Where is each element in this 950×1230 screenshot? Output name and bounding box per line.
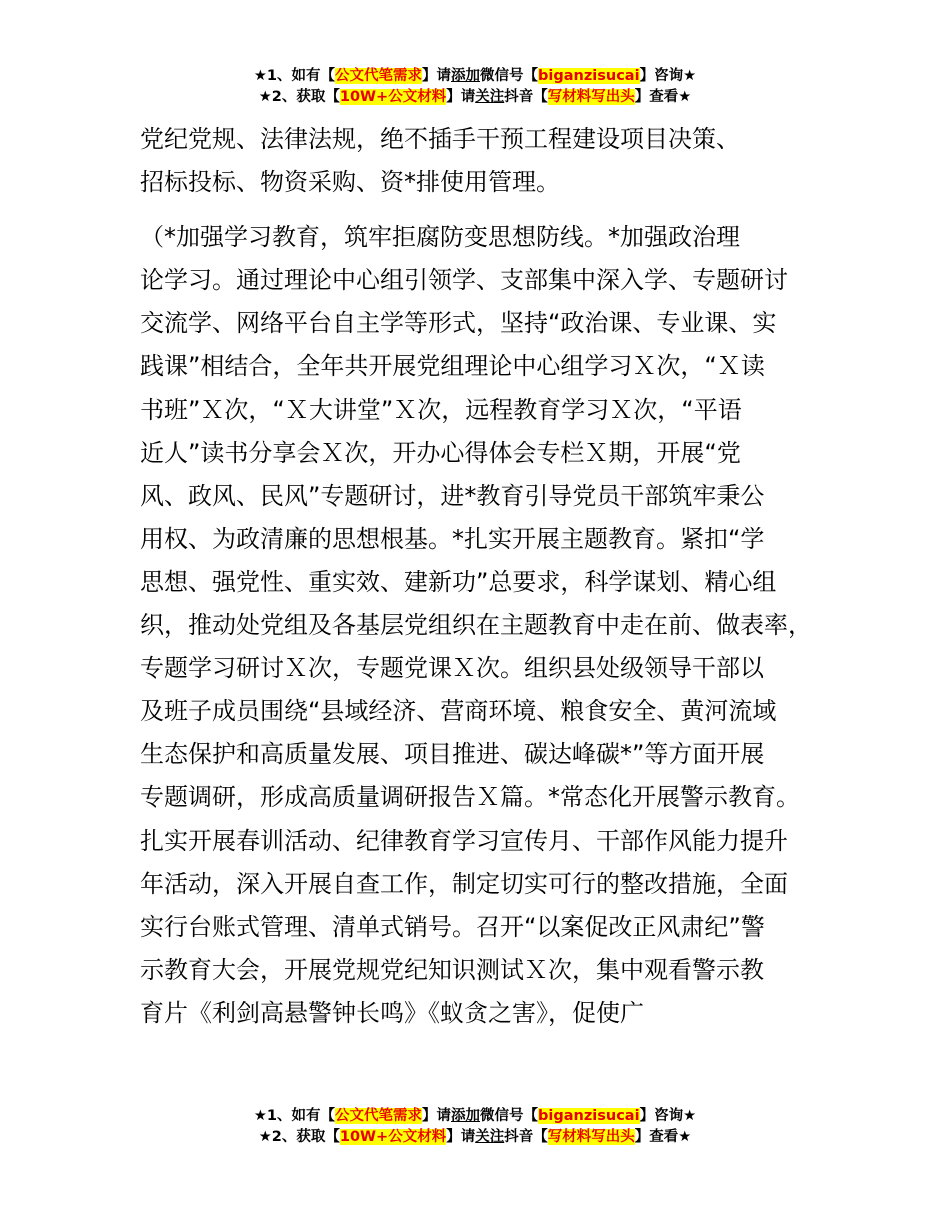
banner-text: 】请 <box>422 68 452 84</box>
banner-highlight-service: 公文代笔需求 <box>335 1108 423 1124</box>
body-line: 实行台账式管理、清单式销号。召开“以案促改正风肃纪”警 <box>140 912 765 941</box>
banner-text: ★1、如有【 <box>253 68 336 84</box>
banner-text: ★1、如有【 <box>253 1108 336 1124</box>
banner-text: 】请 <box>446 89 476 105</box>
body-line: 织，推动处党组及各基层党组织在主题教育中走在前、做表率， <box>140 611 812 640</box>
banner-underline-text: 添加 <box>451 1108 481 1124</box>
body-line: 风、政风、民风”专题研讨，进*教育引导党员干部筑牢秉公 <box>140 481 765 510</box>
body-line: 用权、为政清廉的思想根基。*扎实开展主题教育。紧扣“学 <box>140 524 765 553</box>
banner-underline-text: 关注 <box>475 1129 505 1145</box>
banner-highlight-materials: 10W+公文材料 <box>339 1129 447 1145</box>
document-body <box>140 118 830 1035</box>
banner-text: 】请 <box>422 1108 452 1124</box>
body-line: 示教育大会，开展党规党纪知识测试Ｘ次，集中观看警示教 <box>140 955 764 984</box>
footer-banner <box>0 1106 950 1148</box>
banner-highlight-douyin: 写材料写出头 <box>547 89 635 105</box>
banner-text: 】请 <box>446 1129 476 1145</box>
header-banner <box>0 66 950 108</box>
banner-line-2 <box>0 87 950 108</box>
banner-line-1 <box>0 66 950 87</box>
body-line: 及班子成员围绕“县域经济、营商环境、粮食安全、黄河流域 <box>140 697 777 726</box>
banner-highlight-service: 公文代笔需求 <box>335 68 423 84</box>
banner-text: 】咨询★ <box>639 68 697 84</box>
banner-text: 】查看★ <box>634 1129 692 1145</box>
body-line: 思想、强党性、重实效、建新功”总要求，科学谋划、精心组 <box>140 567 777 596</box>
banner-text: 】查看★ <box>634 89 692 105</box>
banner-text: 微信号【 <box>480 68 539 84</box>
body-line: 党纪党规、法律法规，绝不插手干预工程建设项目决策、 <box>140 125 740 153</box>
banner-text: 抖音【 <box>504 1129 548 1145</box>
body-line: 扎实开展春训活动、纪律教育学习宣传月、干部作风能力提升 <box>140 826 788 855</box>
body-line: 专题调研，形成高质量调研报告Ｘ篇。*常态化开展警示教育。 <box>140 783 800 812</box>
body-line: 交流学、网络平台自主学等形式，坚持“政治课、专业课、实 <box>140 309 777 338</box>
banner-text: ★2、获取【 <box>258 1129 340 1145</box>
body-line: 论学习。通过理论中心组引领学、支部集中深入学、专题研讨 <box>140 266 788 295</box>
banner-line-1 <box>0 1106 950 1127</box>
banner-highlight-wechat-id: biganzisucai <box>538 1108 640 1124</box>
banner-highlight-douyin: 写材料写出头 <box>547 1129 635 1145</box>
body-line: 专题学习研讨Ｘ次，专题党课Ｘ次。组织县处级领导干部以 <box>140 654 764 683</box>
banner-text: 】咨询★ <box>639 1108 697 1124</box>
body-line: 年活动，深入开展自查工作，制定切实可行的整改措施，全面 <box>140 869 788 898</box>
body-line: 书班”Ｘ次，“Ｘ大讲堂”Ｘ次，远程教育学习Ｘ次，“平语 <box>140 395 742 424</box>
body-line: 践课”相结合，全年共开展党组理论中心组学习Ｘ次，“Ｘ读 <box>140 352 765 381</box>
banner-text: 微信号【 <box>480 1108 539 1124</box>
banner-line-2 <box>0 1127 950 1148</box>
body-line: 近人”读书分享会Ｘ次，开办心得体会专栏Ｘ期，开展“党 <box>140 438 741 467</box>
body-line: （*加强学习教育，筑牢拒腐防变思想防线。*加强政治理 <box>140 223 740 252</box>
banner-highlight-materials: 10W+公文材料 <box>339 89 447 105</box>
banner-underline-text: 关注 <box>475 89 505 105</box>
body-line: 育片《利剑高悬警钟长鸣》《蚁贪之害》，促使广 <box>140 998 644 1027</box>
banner-text: 抖音【 <box>504 89 548 105</box>
body-line: 招标投标、物资采购、资*排使用管理。 <box>140 168 560 197</box>
banner-underline-text: 添加 <box>451 68 481 84</box>
banner-text: ★2、获取【 <box>258 89 340 105</box>
banner-highlight-wechat-id: biganzisucai <box>538 68 640 84</box>
body-line: 生态保护和高质量发展、项目推进、碳达峰碳*”等方面开展 <box>140 740 765 769</box>
